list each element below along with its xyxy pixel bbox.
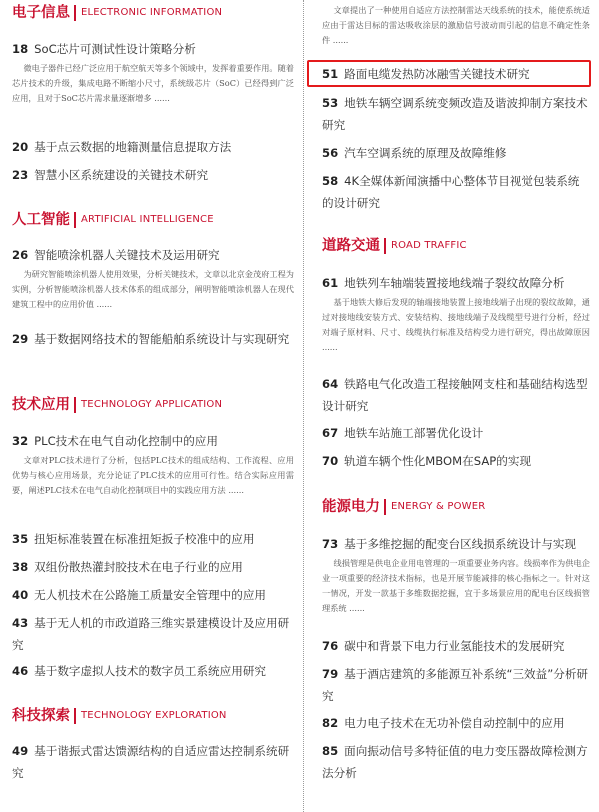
article-title[interactable]: 双组份散热灌封胶技术在电子行业的应用 [34, 560, 243, 574]
article-title[interactable]: 无人机技术在公路施工质量安全管理中的应用 [34, 588, 267, 602]
article-entry[interactable] [322, 373, 590, 417]
page-number: 85 [322, 744, 339, 758]
article-entry[interactable] [12, 740, 294, 784]
article-entry[interactable] [322, 740, 590, 784]
article-title[interactable]: 汽车空调系统的原理及故障维修 [344, 146, 507, 160]
section-divider-bar [74, 212, 76, 228]
section-title-cn: 能源电力 [322, 499, 380, 515]
section-divider-bar [74, 397, 76, 413]
column-divider [303, 0, 304, 812]
section-header-technology-exploration [12, 707, 227, 725]
article-entry[interactable] [322, 712, 590, 734]
article-entry[interactable] [12, 430, 294, 498]
article-title[interactable]: PLC技术在电气自动化控制中的应用 [34, 434, 218, 448]
article-title[interactable]: 路面电缆发热防冰融雪关键技术研究 [344, 67, 530, 81]
article-abstract: 文章对PLC技术进行了分析，包括PLC技术的组成结构、工作流程、应用优势与核心应用场景，充分论证了PLC技术的应用可行性。结合实际应用需要，阐述PLC技术在电气自动化控制项目中的实践应用方法 ...... [12, 455, 294, 495]
section-header-technology-application [12, 396, 222, 414]
section-title-en: ELECTRONIC INFORMATION [81, 7, 223, 18]
page-number: 51 [322, 67, 339, 81]
page-number: 29 [12, 332, 29, 346]
page-number: 18 [12, 42, 29, 56]
article-title[interactable]: 基于数字虚拟人技术的数字员工系统应用研究 [34, 664, 267, 678]
page-number: 23 [12, 168, 29, 182]
page-number: 53 [322, 96, 339, 110]
page-number: 49 [12, 744, 29, 758]
article-title[interactable]: 碳中和背景下电力行业氢能技术的发展研究 [344, 639, 565, 653]
section-title-en: ROAD TRAFFIC [391, 240, 467, 251]
page-number: 40 [12, 588, 29, 602]
article-title[interactable]: 基于数据网络技术的智能船舶系统设计与实现研究 [34, 332, 290, 346]
article-abstract: 为研究智能喷涂机器人使用效果，分析关键技术，文章以北京金茂府工程为实例，分析智能喷涂机器人技术体系的组成部分，阐明智能喷涂机器人在现代建筑工程中的应用价值 ...... [12, 269, 294, 309]
page-number: 61 [322, 276, 339, 290]
article-title[interactable]: 基于多维挖掘的配变台区线损系统设计与实现 [344, 537, 577, 551]
article-entry[interactable] [322, 533, 590, 616]
article-title[interactable]: 地铁车站施工部署优化设计 [344, 426, 484, 440]
article-entry[interactable] [12, 556, 294, 578]
article-entry[interactable] [12, 136, 294, 158]
page-number: 38 [12, 560, 29, 574]
page-number: 70 [322, 454, 339, 468]
page-number: 67 [322, 426, 339, 440]
section-title-en: TECHNOLOGY EXPLORATION [81, 710, 227, 721]
article-title[interactable]: 基于酒店建筑的多能源互补系统“三效益”分析研究 [322, 667, 589, 703]
section-divider-bar [384, 499, 386, 515]
section-title-cn: 道路交通 [322, 238, 380, 254]
article-entry[interactable] [12, 328, 294, 350]
article-title[interactable]: 基于点云数据的地籍测量信息提取方法 [34, 140, 232, 154]
section-divider-bar [74, 5, 76, 21]
article-entry[interactable] [322, 92, 590, 136]
page-number: 82 [322, 716, 339, 730]
section-header-electronic-information [12, 4, 222, 22]
article-entry[interactable] [12, 612, 294, 656]
page-number: 35 [12, 532, 29, 546]
article-title[interactable]: 智慧小区系统建设的关键技术研究 [34, 168, 209, 182]
article-entry[interactable] [322, 170, 590, 214]
page-number: 32 [12, 434, 29, 448]
article-title[interactable]: SoC芯片可测试性设计策略分析 [34, 42, 196, 56]
section-header-artificial-intelligence [12, 211, 214, 229]
continued-abstract [322, 2, 590, 48]
section-title-en: ARTIFICIAL INTELLIGENCE [81, 214, 214, 225]
page-number: 56 [322, 146, 339, 160]
article-entry[interactable] [12, 660, 294, 682]
article-title[interactable]: 扭矩标准装置在标准扭矩扳子校准中的应用 [34, 532, 255, 546]
section-header-road-traffic [322, 237, 467, 255]
section-divider-bar [74, 708, 76, 724]
article-title[interactable]: 铁路电气化改造工程接触网支柱和基础结构选型设计研究 [322, 377, 588, 413]
article-entry[interactable] [322, 142, 590, 164]
page-number: 46 [12, 664, 29, 678]
article-entry[interactable] [322, 422, 590, 444]
article-abstract: 微电子器件已经广泛应用于航空航天等多个领域中，发挥着重要作用。随着芯片技术的升级，集成电路不断缩小尺寸，系统级芯片（SoC）已经得到广泛应用，且对于SoC芯片需求量逐渐增多 ...... [12, 63, 294, 103]
article-entry[interactable] [12, 528, 294, 550]
section-title-cn: 电子信息 [12, 5, 70, 21]
page-number: 58 [322, 174, 339, 188]
article-abstract: 基于地铁大修后发现的轴端接地装置上接地线端子出现的裂纹故障，通过对接地线安装方式、安装结构、接地线端子及线缆型号进行分析，经过对端子原材料、尺寸、线缆执行标准及结构受力进行研究，得出故障原因 ...... [322, 297, 590, 352]
article-entry[interactable] [322, 272, 590, 355]
section-title-en: TECHNOLOGY APPLICATION [81, 399, 223, 410]
article-abstract: 线损管理是供电企业用电管理的一项重要业务内容。线损率作为供电企业一项重要的经济技术指标，也是开展节能减排的核心指标之一。针对这一情况，开发一款基于多维数据挖掘，宜于多场景应用的配电台区线损管理系统 ...... [322, 558, 590, 613]
article-entry[interactable] [322, 450, 590, 472]
section-title-cn: 技术应用 [12, 397, 70, 413]
article-entry[interactable] [12, 244, 294, 312]
page-number: 20 [12, 140, 29, 154]
page-number: 76 [322, 639, 339, 653]
page-number: 43 [12, 616, 29, 630]
article-title[interactable]: 地铁车辆空调系统变频改造及谐波抑制方案技术研究 [322, 96, 588, 132]
article-entry[interactable] [12, 164, 294, 186]
page-number: 26 [12, 248, 29, 262]
article-title[interactable]: 4K全媒体新闻演播中心整体节目视觉包装系统的设计研究 [322, 174, 580, 210]
article-title[interactable]: 地铁列车轴端装置接地线端子裂纹故障分析 [344, 276, 565, 290]
article-title[interactable]: 面向振动信号多特征值的电力变压器故障检测方法分析 [322, 744, 588, 780]
page-number: 73 [322, 537, 339, 551]
section-divider-bar [384, 238, 386, 254]
section-header-energy-power [322, 498, 485, 516]
highlight-box [307, 60, 591, 87]
article-title[interactable]: 轨道车辆个性化MBOM在SAP的实现 [344, 454, 532, 468]
article-entry[interactable] [322, 635, 590, 657]
page-number: 64 [322, 377, 339, 391]
article-abstract: 文章提出了一种使用自适应方法控制雷达天线系统的技术，能使系统适应由于雷达目标的雷达吸收涂层的激励信号波动而引起的信息不确定性条件 ...... [322, 5, 590, 45]
article-entry[interactable] [12, 584, 294, 606]
article-title[interactable]: 智能喷涂机器人关键技术及运用研究 [34, 248, 220, 262]
article-entry[interactable] [12, 38, 294, 106]
page-number: 79 [322, 667, 339, 681]
section-title-cn: 科技探索 [12, 708, 70, 724]
article-title[interactable]: 基于谐振式雷达馈源结构的自适应雷达控制系统研究 [12, 744, 290, 780]
article-entry[interactable] [322, 663, 590, 707]
section-title-cn: 人工智能 [12, 212, 70, 228]
section-title-en: ENERGY & POWER [391, 501, 486, 512]
article-title[interactable]: 基于无人机的市政道路三维实景建模设计及应用研究 [12, 616, 290, 652]
article-title[interactable]: 电力电子技术在无功补偿自动控制中的应用 [344, 716, 565, 730]
